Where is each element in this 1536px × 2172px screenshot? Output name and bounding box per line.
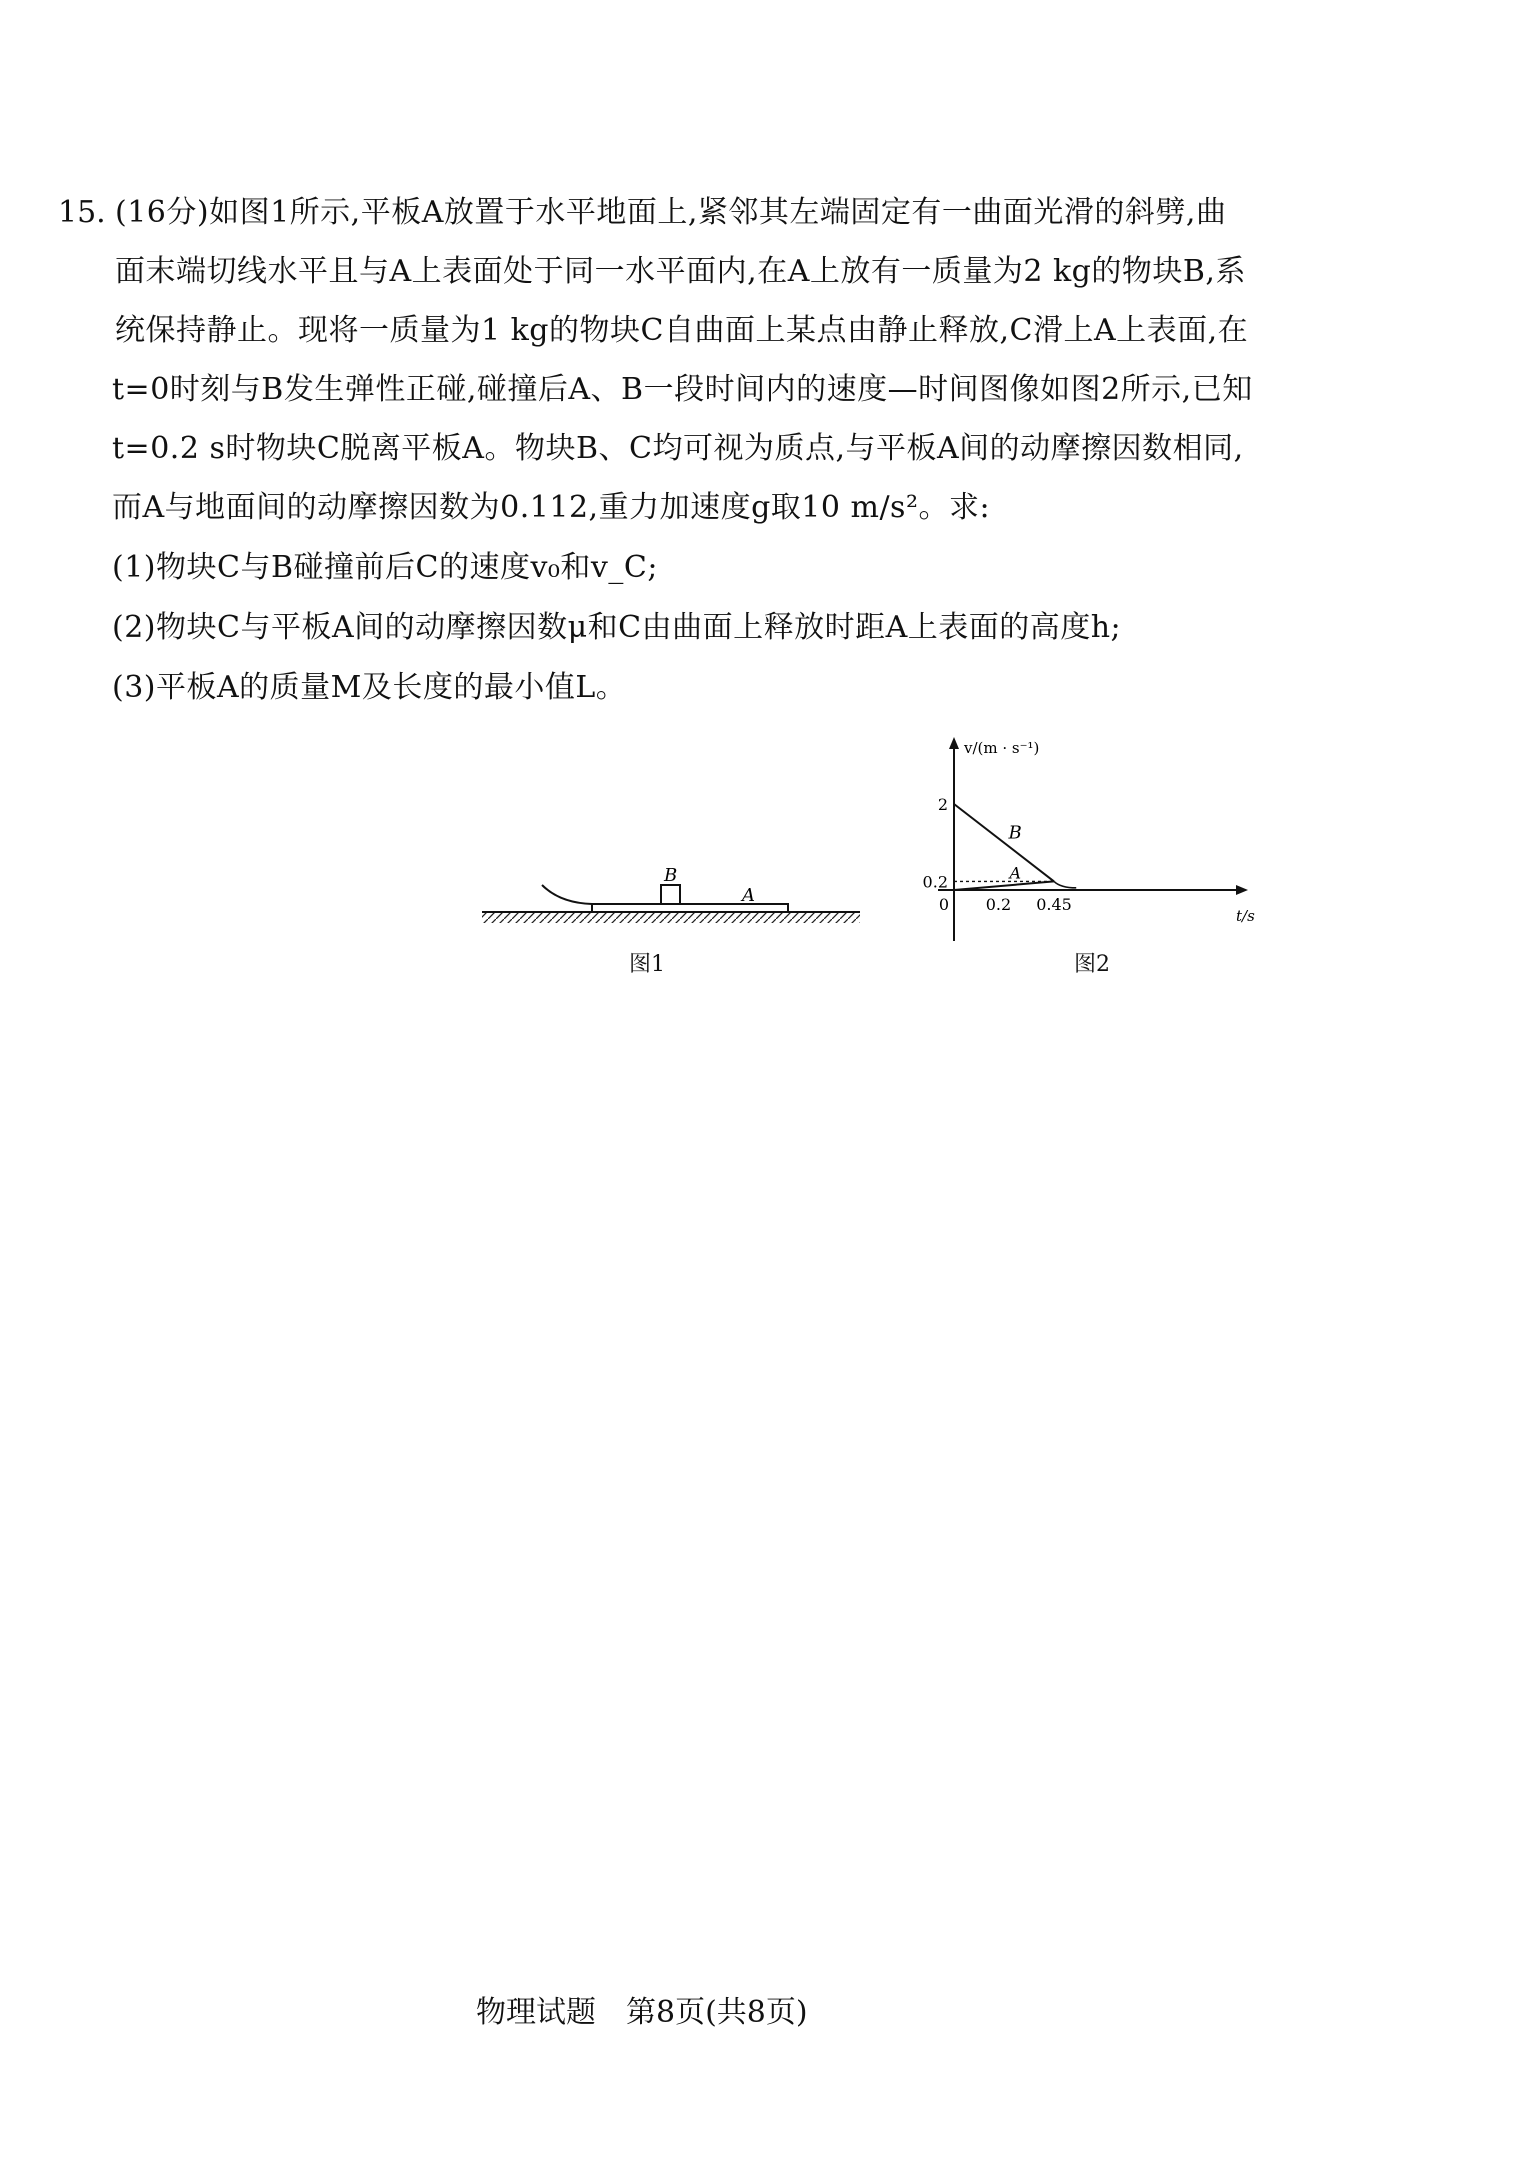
- label-plank-a: A: [742, 885, 755, 906]
- x-tick-label: 0.2: [985, 895, 1012, 914]
- question-line-2: 面末端切线水平且与A上表面处于同一水平面内,在A上放有一质量为2 kg的物块B,系: [115, 254, 1246, 289]
- series-a-line: [954, 881, 1054, 890]
- figure-2-vt-graph: [918, 735, 1268, 945]
- sub-question-3: (3)平板A的质量M及长度的最小值L。: [112, 670, 627, 705]
- sub-question-2: (2)物块C与平板A间的动摩擦因数μ和C由曲面上释放时距A上表面的高度h;: [112, 610, 1122, 645]
- question-line-6: 而A与地面间的动摩擦因数为0.112,重力加速度g取10 m/s²。求:: [112, 490, 991, 525]
- plank-a: [592, 904, 788, 912]
- figure-2-caption: 图2: [1074, 952, 1110, 977]
- figure-1-caption: 图1: [629, 952, 665, 977]
- label-block-b: B: [664, 865, 678, 886]
- x-axis-arrow: [1236, 885, 1248, 895]
- x-tick-label: 0.45: [1036, 895, 1072, 914]
- x-tick-label: 0: [938, 895, 950, 914]
- series-a-label: A: [1009, 863, 1022, 883]
- figure-1-diagram: [480, 855, 870, 945]
- y-tick-label: 2: [937, 795, 948, 814]
- block-b: [661, 885, 680, 904]
- question-line-5: t=0.2 s时物块C脱离平板A。物块B、C均可视为质点,与平板A间的动摩擦因数相同,: [112, 431, 1244, 466]
- question-number: 15.: [58, 195, 106, 230]
- question-line-3: 统保持静止。现将一质量为1 kg的物块C自曲面上某点由静止释放,C滑上A上表面,在: [115, 313, 1249, 348]
- page-footer: 物理试题 第8页(共8页): [476, 1995, 808, 2030]
- ground-hatching: [482, 912, 860, 923]
- sub-question-1: (1)物块C与B碰撞前后C的速度v₀和v_C;: [112, 550, 658, 585]
- series-b-label: B: [1008, 822, 1022, 844]
- x-axis-label: t/s: [1236, 907, 1255, 925]
- y-axis-arrow: [949, 737, 959, 749]
- series-b-line: [954, 804, 1054, 881]
- curved-ramp: [542, 885, 592, 904]
- series-joint-tail: [1054, 881, 1076, 887]
- question-line-4: t=0时刻与B发生弹性正碰,碰撞后A、B一段时间内的速度—时间图像如图2所示,已知: [112, 372, 1253, 407]
- y-tick-label: 0.2: [922, 872, 948, 892]
- y-axis-label: v/(m · s⁻¹): [964, 739, 1040, 757]
- question-line-1: (16分)如图1所示,平板A放置于水平地面上,紧邻其左端固定有一曲面光滑的斜劈,曲: [115, 195, 1227, 230]
